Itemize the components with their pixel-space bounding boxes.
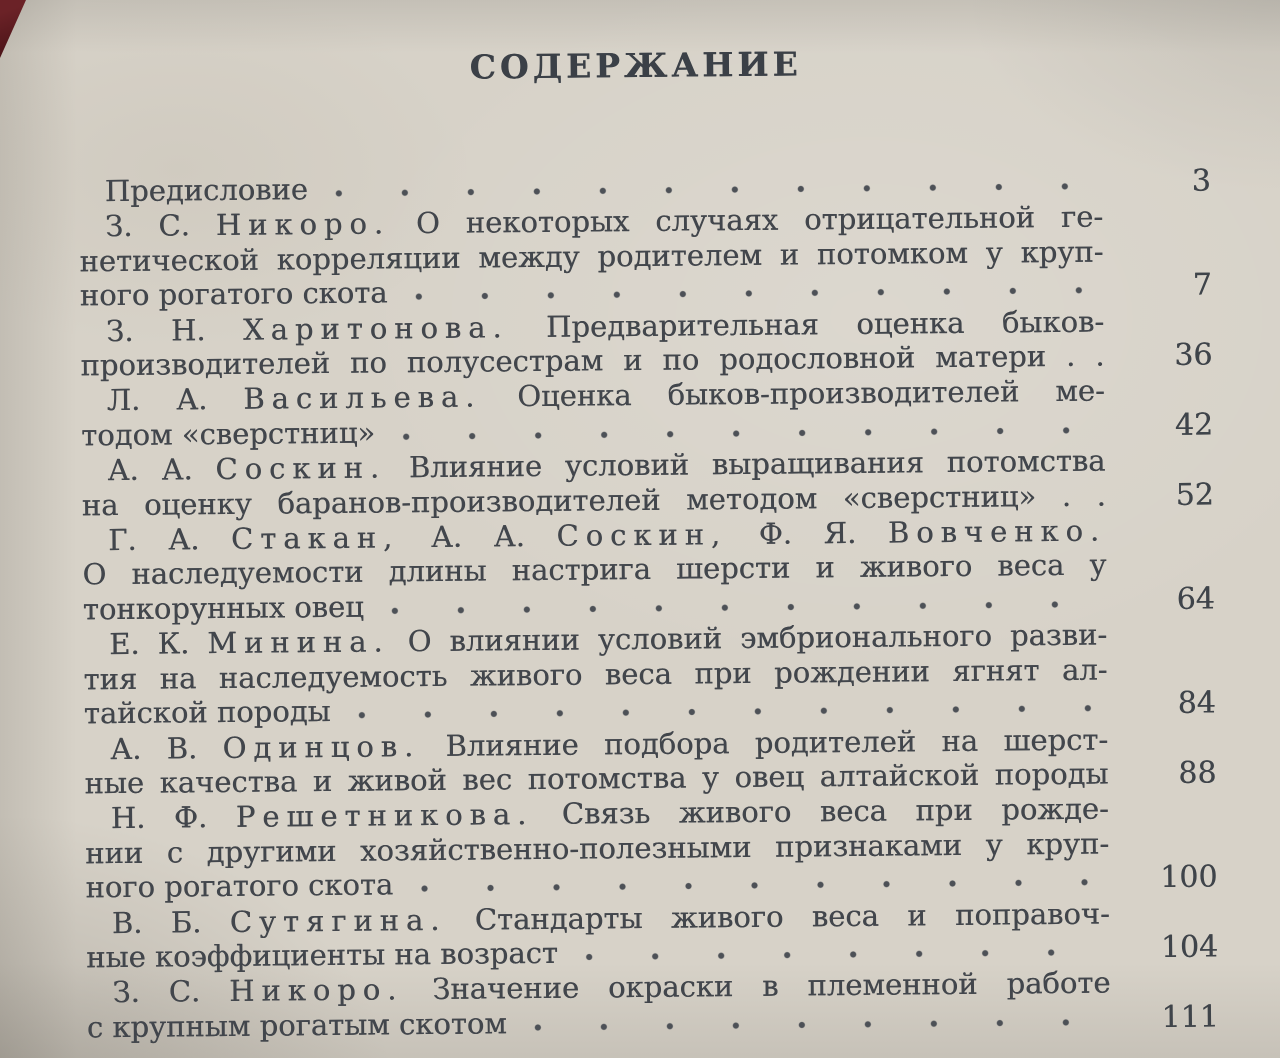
toc-line-text: тодом «сверстниц» [80, 415, 376, 453]
page-number: 100 [1160, 859, 1218, 896]
author-name: Соскин. [215, 450, 387, 487]
toc-line-text: З. С. [112, 974, 230, 1010]
toc-line-text: Г. А. [108, 521, 232, 558]
author-name: Решетникова. [235, 797, 534, 835]
toc-line-text: Н. Ф. [110, 800, 236, 836]
page-number [1103, 226, 1211, 227]
page-number [1107, 644, 1215, 645]
toc-entry [79, 199, 1212, 314]
toc-line-text: Связь живого веса при рожде- [533, 791, 1109, 832]
author-name: Никоро. [215, 206, 391, 243]
author-name: Никоро. [228, 972, 404, 1009]
toc-line-text: ного рогатого скота [85, 867, 394, 905]
toc-entry [81, 443, 1214, 524]
author-name: Васильева. [243, 379, 482, 417]
toc-line-text: ные коэффициенты на возраст [86, 935, 559, 975]
page-number: 42 [1174, 407, 1214, 443]
toc-line-text: ного рогатого скота [79, 275, 388, 313]
dot-leader [401, 424, 1099, 442]
page-number: 111 [1161, 999, 1219, 1035]
toc-line-text: Стандарты живого веса и поправоч- [446, 896, 1110, 937]
page-number [1110, 922, 1218, 923]
toc-line-text: на оценку баранов-производителей методом «сверстниц» . . [81, 478, 1106, 523]
toc-line-text: Значение окраски в племенной работе [403, 965, 1111, 1007]
page-number [1109, 852, 1217, 853]
toc-line-text: З. С. [104, 208, 216, 244]
toc-line-text: А. В. [110, 730, 223, 766]
toc-line-text: Предисловие [104, 172, 309, 209]
dot-leader [357, 703, 1102, 721]
author-name: Сутягина. [229, 902, 447, 939]
author-name: Стакан, [230, 520, 400, 556]
page-number: 36 [1174, 337, 1213, 373]
toc-line-text: с крупным рогатым скотом [86, 1006, 508, 1045]
page-number: 3 [1191, 163, 1211, 199]
toc-line-text: Предварительная оценка быков- [508, 304, 1105, 344]
toc-entry [81, 373, 1214, 454]
toc-line-text: Ф. Я. [726, 515, 889, 552]
dot-leader [419, 877, 1103, 895]
dot-leader [413, 285, 1097, 303]
toc-entry [86, 965, 1219, 1046]
toc-entry [82, 513, 1215, 628]
toc-line-text: О наследуемости длины настрига шерсти и живого веса у [82, 547, 1107, 592]
toc-line-text: Оценка быков-производителей ме- [481, 373, 1105, 414]
toc-line-text: Влияние подбора родителей на шерст- [420, 722, 1109, 763]
author-name: Харитонова. [242, 309, 509, 347]
toc-line-text: А. А. [107, 452, 216, 488]
toc-line-text: Влияние условий выращивания потомства [385, 443, 1106, 485]
author-name: Соскин, [556, 517, 728, 553]
toc-line-text: производителей по полусестрам и по родословной матери . . [80, 338, 1105, 383]
page-number [1108, 678, 1216, 679]
page-number: 52 [1175, 477, 1214, 513]
toc-entry [84, 721, 1217, 802]
page-number [1111, 992, 1219, 993]
dot-leader [533, 1016, 1105, 1032]
page-number [1108, 748, 1216, 749]
dot-leader [584, 947, 1104, 963]
toc-entry [86, 895, 1219, 976]
page-number [1106, 470, 1214, 471]
toc-list [79, 164, 1219, 1046]
toc-line-text: В. Б. [111, 904, 230, 940]
toc-line-text: ные качества и живой вес потомства у овец алтайской породы [84, 756, 1109, 801]
toc-line-text: тонкорунных овец [82, 589, 364, 627]
toc-entry [80, 303, 1213, 384]
toc-line-text: А. А. [399, 518, 557, 555]
page-number [1107, 574, 1215, 575]
toc-line-text: тия на наследуемость живого веса при рождении ягнят ал- [83, 652, 1108, 697]
toc-entry [83, 617, 1216, 732]
dot-leader [390, 598, 1101, 616]
page-number: 104 [1160, 929, 1219, 965]
toc-line-text: Л. А. [106, 382, 244, 418]
toc-line-text: Е. К. [109, 626, 208, 662]
toc-line-text: З. Н. [105, 312, 244, 348]
toc-line-text: О некоторых случаях отрицательной ге- [389, 199, 1104, 241]
page-number [1104, 260, 1212, 261]
toc-line-text: О влиянии условий эмбрионального разви- [389, 617, 1108, 659]
author-name: Вовченко. [887, 513, 1107, 550]
page-title: СОДЕРЖАНИЕ [469, 44, 802, 87]
page-number: 7 [1192, 267, 1212, 303]
page-number [1106, 540, 1214, 541]
dot-leader [334, 181, 1097, 199]
author-name: Минина. [207, 624, 390, 661]
toc-line-text: нии с другими хозяйственно-полезными признаками у круп- [85, 826, 1110, 871]
page-number: 64 [1176, 581, 1215, 617]
toc-line-text: тайской породы [83, 694, 331, 731]
page-number: 88 [1178, 755, 1217, 791]
toc-entry [85, 791, 1218, 906]
page-number [1109, 818, 1217, 819]
author-name: Одинцов. [222, 728, 421, 765]
page-number [1105, 400, 1213, 401]
toc-line-text: нетической корреляции между родителем и потомком у круп- [79, 234, 1104, 279]
page-number [1104, 330, 1212, 331]
page-number: 84 [1177, 685, 1216, 721]
